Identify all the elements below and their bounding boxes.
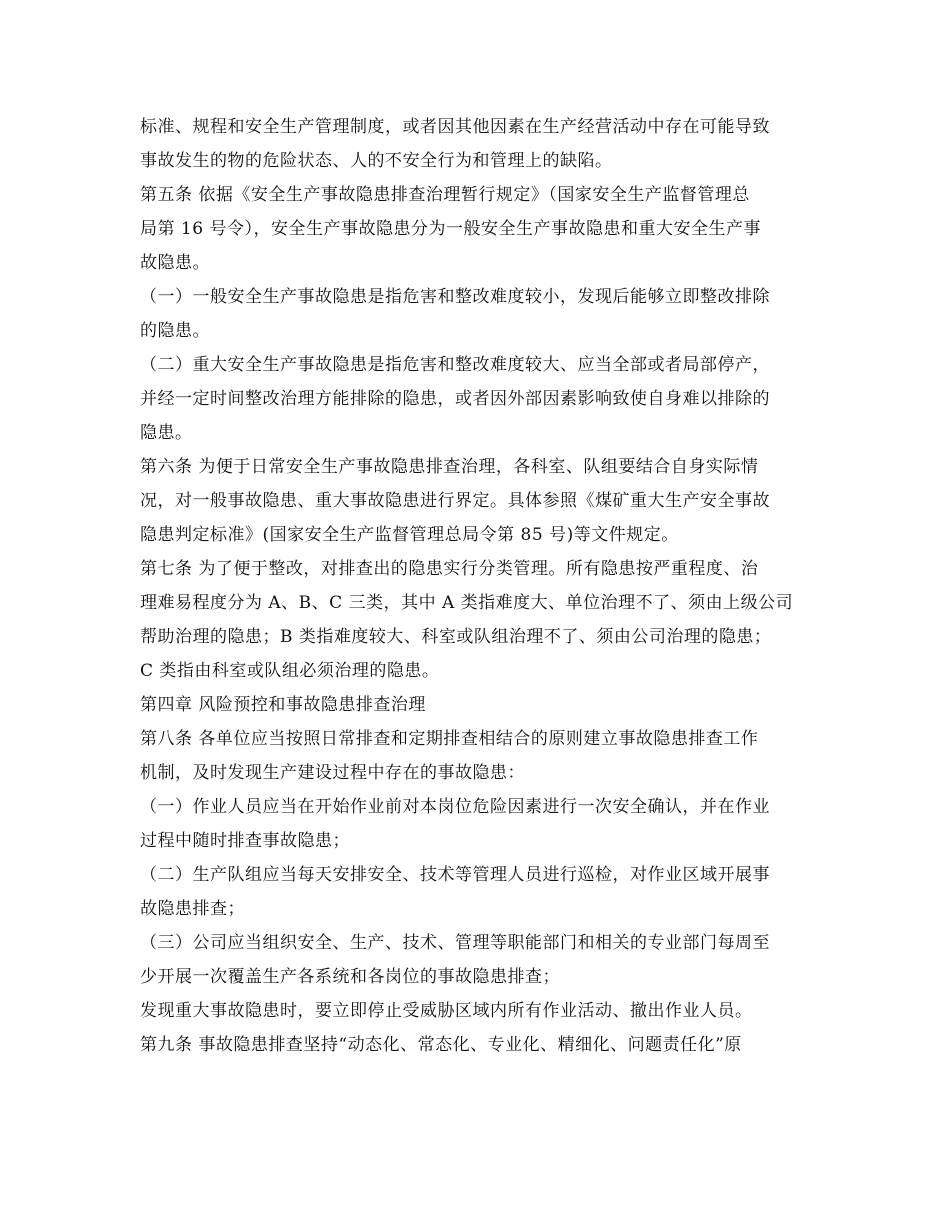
chapter-4-heading: 第四章 风险预控和事故隐患排查治理	[140, 695, 426, 715]
text-line: 的隐患。	[140, 321, 210, 341]
list-item-line: （二）重大安全生产事故隐患是指危害和整改难度较大、应当全部或者局部停产，	[140, 355, 770, 375]
text-line: 故隐患排查；	[140, 899, 245, 919]
text-line: C 类指由科室或队组必须治理的隐患。	[140, 661, 440, 681]
text-line: 过程中随时排查事故隐患；	[140, 831, 350, 851]
article-7-heading-line: 第七条 为了便于整改，对排查出的隐患实行分类管理。所有隐患按严重程度、治	[140, 559, 759, 579]
text-line: 发现重大事故隐患时，要立即停止受威胁区域内所有作业活动、撤出作业人员。	[140, 1001, 753, 1021]
text-line: 机制，及时发现生产建设过程中存在的事故隐患：	[140, 763, 525, 783]
text-line: 并经一定时间整改治理方能排除的隐患，或者因外部因素影响致使自身难以排除的	[140, 389, 770, 409]
document-body	[140, 110, 815, 1062]
text-line: 况，对一般事故隐患、重大事故隐患进行界定。具体参照《煤矿重大生产安全事故	[140, 491, 770, 511]
text-line: 理难易程度分为 A、B、C 三类，其中 A 类指难度大、单位治理不了、须由上级公司	[140, 593, 794, 613]
article-6-heading-line: 第六条 为便于日常安全生产事故隐患排查治理，各科室、队组要结合自身实际情	[140, 457, 759, 477]
list-item-line: （一）作业人员应当在开始作业前对本岗位危险因素进行一次安全确认，并在作业	[140, 797, 770, 817]
text-line: 少开展一次覆盖生产各系统和各岗位的事故隐患排查；	[140, 967, 560, 987]
article-8-heading-line: 第八条 各单位应当按照日常排查和定期排查相结合的原则建立事故隐患排查工作	[140, 729, 759, 749]
text-line: 事故发生的物的危险状态、人的不安全行为和管理上的缺陷。	[140, 151, 613, 171]
list-item-line: （一）一般安全生产事故隐患是指危害和整改难度较小，发现后能够立即整改排除	[140, 287, 770, 307]
article-9-heading-line: 第九条 事故隐患排查坚持“动态化、常态化、专业化、精细化、问题责任化”原	[140, 1035, 742, 1055]
text-line: 标准、规程和安全生产管理制度，或者因其他因素在生产经营活动中存在可能导致	[140, 117, 770, 137]
text-line: 故隐患。	[140, 253, 210, 273]
list-item-line: （二）生产队组应当每天安排安全、技术等管理人员进行巡检，对作业区域开展事	[140, 865, 770, 885]
list-item-line: （三）公司应当组织安全、生产、技术、管理等职能部门和相关的专业部门每周至	[140, 933, 770, 953]
text-line: 隐患。	[140, 423, 193, 443]
text-line: 帮助治理的隐患；B 类指难度较大、科室或队组治理不了、须由公司治理的隐患；	[140, 627, 772, 647]
article-5-heading-line: 第五条 依据《安全生产事故隐患排查治理暂行规定》（国家安全生产监督管理总	[140, 185, 750, 205]
text-line: 局第 16 号令），安全生产事故隐患分为一般安全生产事故隐患和重大安全生产事	[140, 219, 761, 239]
text-line: 隐患判定标准》(国家安全生产监督管理总局令第 85 号)等文件规定。	[140, 525, 679, 545]
